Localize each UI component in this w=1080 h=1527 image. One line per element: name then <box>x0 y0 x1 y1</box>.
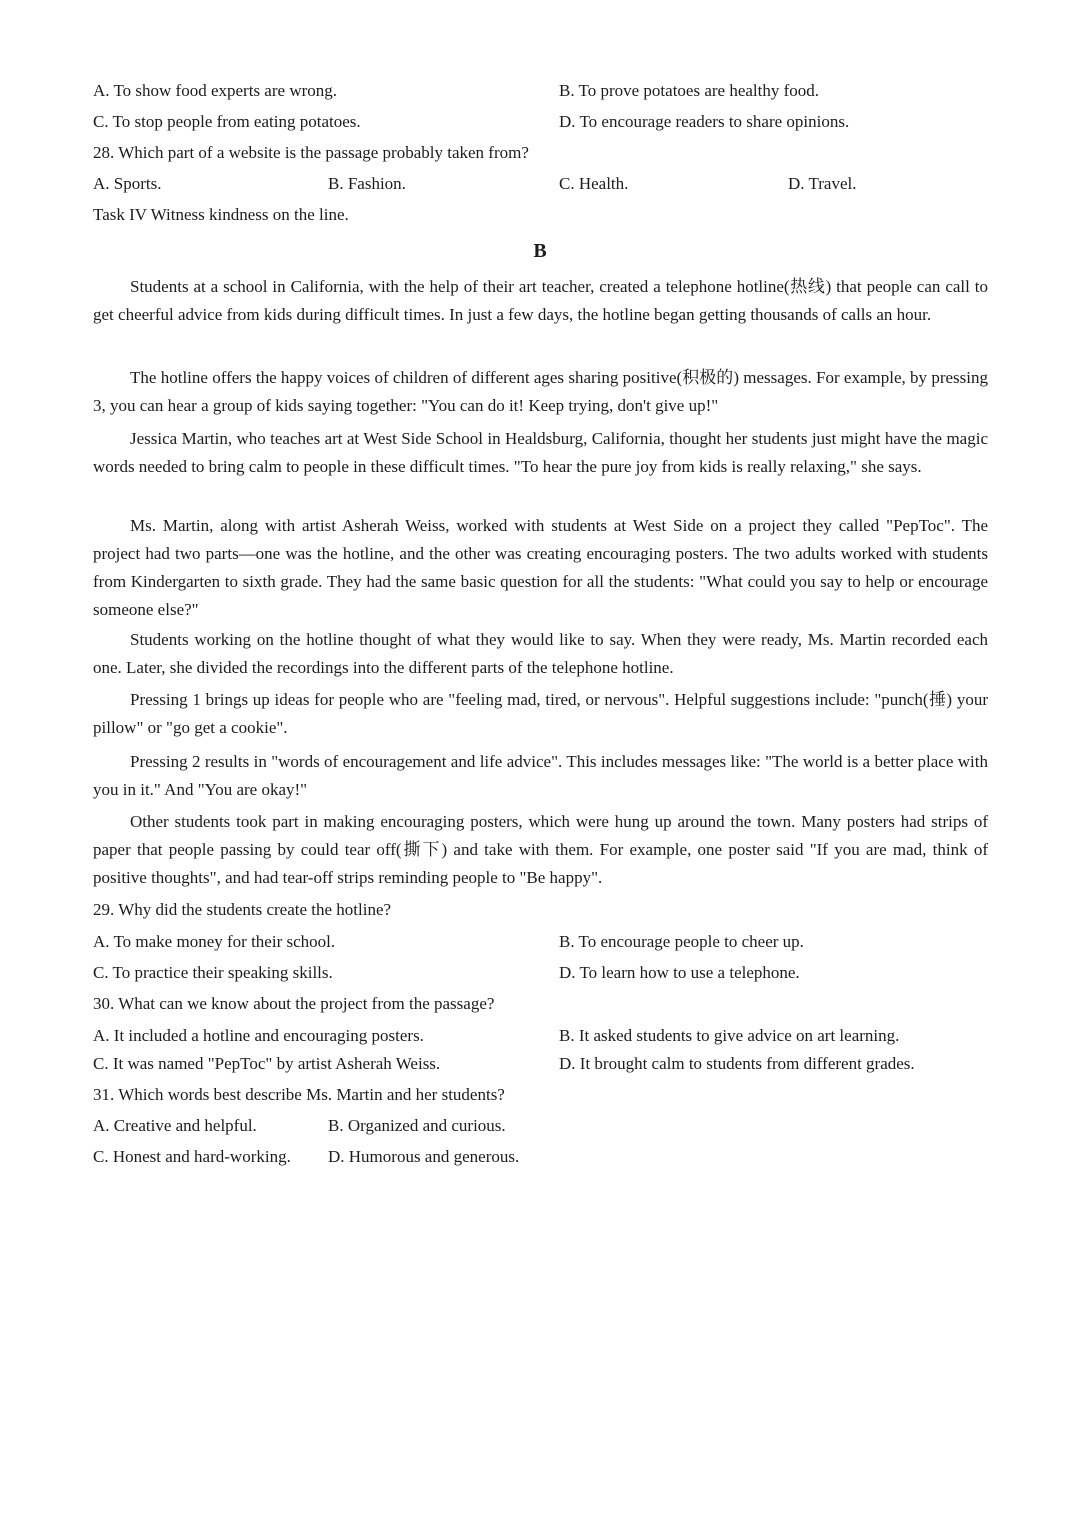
q29-question: 29. Why did the students create the hotline? <box>93 900 392 919</box>
q28-option-d: D. Travel. <box>788 174 857 193</box>
q31-options-row-2 <box>93 1147 993 1167</box>
q30-option-a: A. It included a hotline and encouraging posters. <box>93 1026 424 1045</box>
q29-options-row-1 <box>93 932 993 952</box>
passage-paragraph-7: Pressing 2 results in "words of encouragement and life advice". This includes messages like: "The world is a better place with you in it." And "You are okay!" <box>93 752 988 799</box>
q27-option-b: B. To prove potatoes are healthy food. <box>559 81 820 100</box>
q31-question: 31. Which words best describe Ms. Martin and her students? <box>93 1085 505 1104</box>
passage-paragraph-1: Students at a school in California, with the help of their art teacher, created a telephone hotline(热线) that people can call to get cheerful advice from kids during difficult times. In just a few days, the hotline began getting thousands of calls an hour. <box>93 277 988 324</box>
q27-option-a: A. To show food experts are wrong. <box>93 81 338 100</box>
q31-options-row-1 <box>93 1116 993 1136</box>
q31-option-c: C. Honest and hard-working. <box>93 1147 291 1166</box>
q29-option-c: C. To practice their speaking skills. <box>93 963 333 982</box>
q27-option-c: C. To stop people from eating potatoes. <box>93 112 361 131</box>
q28-option-c: C. Health. <box>559 174 629 193</box>
q29-option-b: B. To encourage people to cheer up. <box>559 932 804 951</box>
q29-option-a: A. To make money for their school. <box>93 932 336 951</box>
passage-paragraph-2: The hotline offers the happy voices of children of different ages sharing positive(积极的) messages. For example, by pressing 3, you can hear a group of kids saying together: "You can do it! Keep trying, don't give up!" <box>93 368 988 415</box>
q27-options-row-1 <box>93 81 993 101</box>
q29-options-row-2 <box>93 963 993 983</box>
q30-option-d: D. It brought calm to students from different grades. <box>559 1054 915 1073</box>
passage-paragraph-4: Ms. Martin, along with artist Asherah Weiss, worked with students at West Side on a project they called "PepToc". The project had two parts—one was the hotline, and the other was creating encouraging posters. The two adults worked with students from Kindergarten to sixth grade. They had the same basic question for all the students: "What could you say to help or encourage someone else?" <box>93 516 988 619</box>
q30-options-row-1 <box>93 1026 993 1046</box>
q30-question: 30. What can we know about the project from the passage? <box>93 994 495 1013</box>
q30-option-c: C. It was named "PepToc" by artist Asherah Weiss. <box>93 1054 441 1073</box>
q28-option-a: A. Sports. <box>93 174 162 193</box>
passage-paragraph-3: Jessica Martin, who teaches art at West Side School in Healdsburg, California, thought her students just might have the magic words needed to bring calm to people in these difficult times. "To hear the pure joy from kids is really relaxing," she says. <box>93 429 988 476</box>
task-label: Task IV Witness kindness on the line. <box>93 205 349 224</box>
q31-option-d: D. Humorous and generous. <box>328 1147 520 1166</box>
section-title: B <box>533 240 547 262</box>
passage-paragraph-6: Pressing 1 brings up ideas for people who are "feeling mad, tired, or nervous". Helpful suggestions include: "punch(捶) your pillow" or "go get a cookie". <box>93 690 988 737</box>
q30-option-b: B. It asked students to give advice on art learning. <box>559 1026 900 1045</box>
q28-options-row <box>93 174 993 194</box>
q31-option-b: B. Organized and curious. <box>328 1116 506 1135</box>
passage-paragraph-8: Other students took part in making encouraging posters, which were hung up around the town. Many posters had strips of paper that people passing by could tear off(撕下) and take with them. For example, one poster said "If you are mad, think of positive thoughts", and had tear-off strips reminding people to "Be happy". <box>93 812 988 887</box>
q31-option-a: A. Creative and helpful. <box>93 1116 257 1135</box>
q27-options-row-2 <box>93 112 993 132</box>
q28-option-b: B. Fashion. <box>328 174 406 193</box>
passage-paragraph-5: Students working on the hotline thought of what they would like to say. When they were ready, Ms. Martin recorded each one. Later, she divided the recordings into the different parts of the telephone hotline. <box>93 630 988 677</box>
q29-option-d: D. To learn how to use a telephone. <box>559 963 800 982</box>
q28-question: 28. Which part of a website is the passage probably taken from? <box>93 143 529 162</box>
q30-options-row-2 <box>93 1054 993 1074</box>
q27-option-d: D. To encourage readers to share opinions. <box>559 112 850 131</box>
